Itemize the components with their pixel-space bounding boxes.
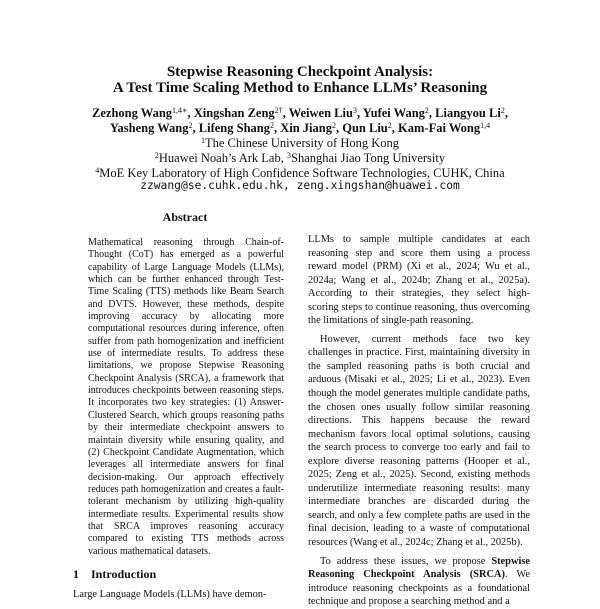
paragraph-text: To address these issues, we propose [320,555,492,567]
author-affiliation-marker: 2 [188,121,193,130]
section-title: Introduction [91,567,157,581]
abstract-body [88,237,284,558]
paragraph [308,555,530,609]
author-name: Lifeng Shang [198,121,270,135]
author-name: Xin Jiang [280,121,332,135]
author-affiliation-marker: 3 [352,106,357,115]
right-column [308,233,530,609]
author-emails: zzwang@se.cuhk.edu.hk, zeng.xingshan@huawei.com [140,179,460,192]
abstract-heading: Abstract [162,210,208,224]
author-affiliation-marker: 2 [387,121,392,130]
author-affiliation-marker: 2 [332,121,336,130]
affiliation-marker: 3 [287,151,291,160]
affiliation-marker: 4 [95,166,100,175]
author-name: Qun Liu [342,121,388,135]
author-name: Xingshan Zeng [193,106,275,120]
affiliation-text: MoE Key Laboratory of High Confidence Software Technologies, CUHK, China [99,166,505,180]
abstract-text: Mathematical reasoning through Chain-of-Thought (CoT) has emerged as a powerful capability of Large Language Models (LLMs), which can be further enhanced through Test-Time Scaling (TTS) methods like Beam Search and DVTS. However, these methods, despite improving accuracy by allocating more computational resources during inference, often suffer from path homogenization and inefficient use of intermediate results. To address these limitations, we propose Stepwise Reasoning Checkpoint Analysis (SRCA), a framework that introduces checkpoints between reasoning steps. It incorporates two key strategies: (1) Answer-Clustered Search, which groups reasoning paths by their intermediate checkpoint answers to maintain diversity while ensuring quality, and (2) Checkpoint Candidate Augmentation, which leverages all intermediate answers for final decision-making. Our approach effectively reduces path homogenization and creates a fault-tolerant mechanism by utilizing high-quality intermediate results. Experimental results show that SRCA improves reasoning accuracy compared to existing TTS methods across various mathematical datasets. [88,237,284,557]
author-name: Yufei Wang [362,106,425,120]
introduction-first-line: Large Language Models (LLMs) have demon- [73,589,267,600]
affiliation-marker: 2 [154,151,159,160]
affiliation-text: Shanghai Jiao Tong University [291,151,446,165]
author-name: Liangyou Li [435,106,501,120]
author-affiliation-marker: 2 [424,106,429,115]
affiliation-text: The Chinese University of Hong Kong [204,136,400,150]
affiliation-marker: 1 [200,136,205,145]
section-heading-introduction [73,567,156,581]
author-affiliation-marker: 2 [269,121,274,130]
paragraph: However, current methods face two key challenges in practice. First, maintaining diversity in the sampled reasoning paths is both crucial and arduous (Misaki et al., 2025; Li et al., 2023). Even though the model generates multiple candidate paths, the chosen ones usually follow similar reasoning directions. This happens because the reward mechanism favors local optimal solutions, causing the search process to converge too early and fail to explore diverse reasoning patterns (Hooper et al., 2025; Zeng et al., 2025). Second, existing methods underutilize intermediate reasoning results: many intermediate branches are discarded during the search, and only a few complete paths are used in the final decision, leading to a waste of computational resources (Wang et al., 2024c; Zhang et al., 2025b). [308,333,530,549]
author-affiliation-marker: 1,4 [480,121,491,130]
author-affiliation-marker: 1,4∗ [172,106,188,115]
author-name: Zezhong Wang [92,106,173,120]
author-name: Kam-Fai Wong [398,121,481,135]
author-affiliation-marker: 2† [274,106,283,115]
section-number: 1 [73,567,79,581]
method-name: Stepwise Reasoning Checkpoint Analysis (SRCA) [308,555,530,581]
paragraph-text: . We introduce reasoning checkpoints as a foundational technique and propose a searching method and a [308,569,530,608]
paper-title-line-1: Stepwise Reasoning Checkpoint Analysis: [166,64,434,80]
author-name: Weiwen Liu [288,106,353,120]
affiliation-text: Huawei Noah’s Ark Lab, [158,151,287,165]
author-affiliation-marker: 2 [500,106,505,115]
authors-line-1: Zezhong Wang$^{1,4∗}$, Xingshan Zeng$^{2\dagger}$, Weiwen Liu$^3$, Yufei Wang$^2$, Liangyou Li$^2$, [92,106,508,120]
authors-line-2: Yasheng Wang$^2$, Lifeng Shang$^2$, Xin Jiang$^2$, Qun Liu$^2$, Kam-Fai Wong$^{1,4}$ [109,121,491,135]
paper-title-line-2: A Test Time Scaling Method to Enhance LLMs’ Reasoning [112,80,488,96]
paragraph: LLMs to sample multiple candidates at each reasoning step and score them using a process reward model (PRM) (Xi et al., 2024; Wu et al., 2024a; Wang et al., 2024b; Zhang et al., 2025a). According to their strategies, they select high-scoring steps to continue reasoning, thus overcoming the limitations of single-path reasoning. [308,234,530,327]
author-name: Yasheng Wang [109,121,189,135]
